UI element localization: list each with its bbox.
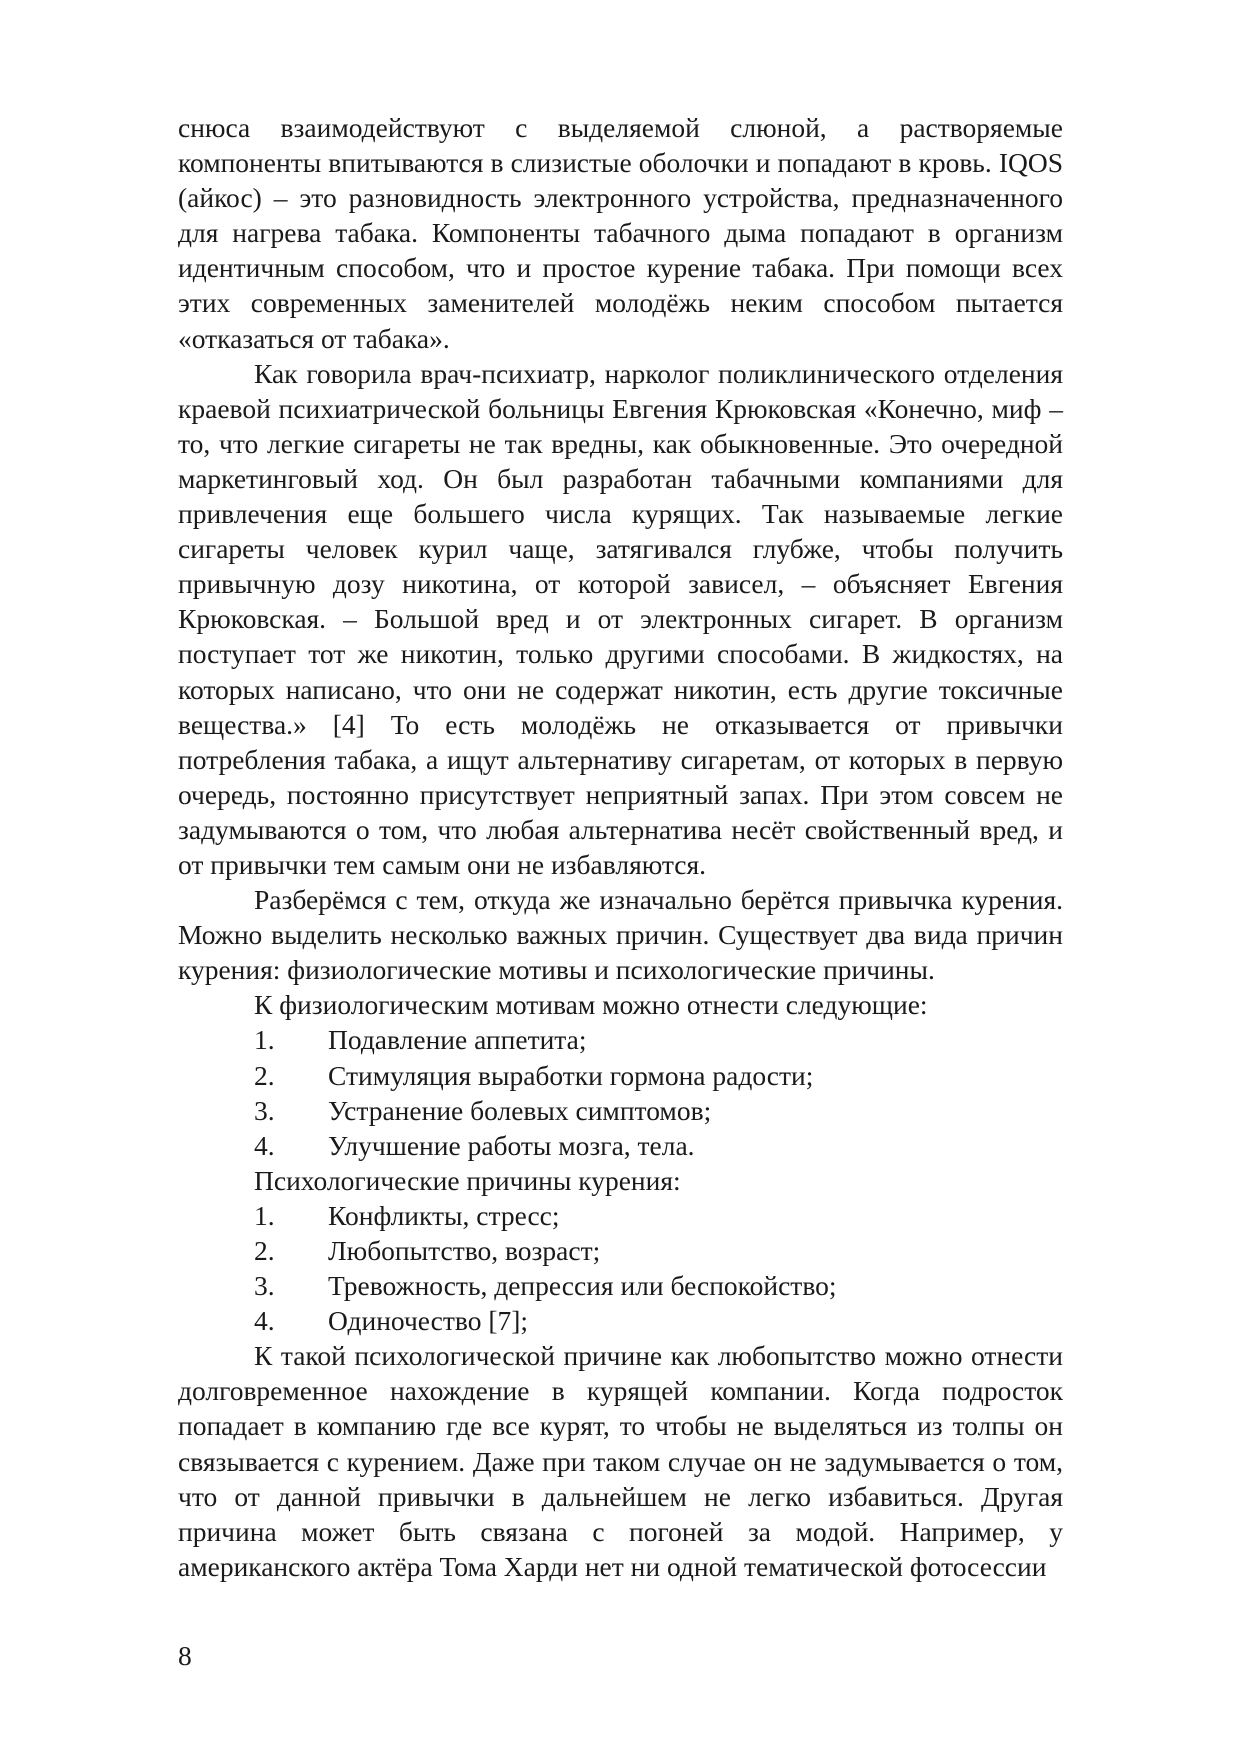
physiological-list [178, 1022, 1063, 1162]
paragraph-psychiatrist-quote: Как говорила врач-психиатр, нарколог поликлинического отделения краевой психиатрической больницы Евгения Крюковская «Конечно, миф – то, что легкие сигареты не так вредны, как обыкновенные. Это очередной маркетинговый ход. Он был разработан табачными компаниями для привлечения еще большего числа курящих. Так называемые легкие сигареты человек курил чаще, затягивался глубже, чтобы получить привычную дозу никотина, от которой зависел, – объясняет Евгения Крюковская. – Большой вред и от электронных сигарет. В организм поступает тот же никотин, только другими способами. В жидкостях, на которых написано, что они не содержат никотин, есть другие токсичные вещества.» [4] То есть молодёжь не отказывается от привычки потребления табака, а ищут альтернативу сигаретам, от которых в первую очередь, постоянно присутствует неприятный запах. При этом совсем не задумываются о том, что любая альтернатива несёт свойственный вред, и от привычки тем самым они не избавляются. [178, 357, 1063, 880]
list-item-text: Тревожность, депрессия или беспокойство; [328, 1270, 837, 1302]
list-item-number: 3. [254, 1270, 275, 1302]
psychological-list [178, 1198, 1063, 1338]
list-item [178, 1198, 1063, 1233]
list-item-text: Подавление аппетита; [328, 1024, 587, 1056]
page-body [178, 110, 1063, 1584]
physiological-list-lead: К физиологическим мотивам можно отнести следующие: [254, 989, 928, 1021]
list-item [178, 1128, 1063, 1163]
list-item-number: 4. [254, 1305, 275, 1337]
list-item [178, 1303, 1063, 1338]
list-item [178, 1233, 1063, 1268]
list-item-number: 1. [254, 1199, 275, 1231]
list-item [178, 1022, 1063, 1057]
paragraph-snus-iqos: снюса взаимодействуют с выделяемой слюной, а растворяемые компоненты впитываются в слизистые оболочки и попадают в кровь. IQOS (айкос) – это разновидность электронного устройства, предназначенного для нагрева табака. Компоненты табачного дыма попадают в организм идентичным способом, что и простое курение табака. При помощи всех этих современных заменителей молодёжь неким способом пытается «отказаться от табака». [178, 112, 1063, 354]
list-item [178, 1058, 1063, 1093]
paragraph-causes-intro: Разберёмся с тем, откуда же изначально берётся привычка курения. Можно выделить несколько важных причин. Существует два вида причин курения: физиологические мотивы и психологические причины. [178, 884, 1063, 986]
list-item-text: Одиночество [7]; [328, 1305, 529, 1337]
list-item-number: 2. [254, 1235, 275, 1266]
list-item-number: 3. [254, 1094, 275, 1126]
list-item [178, 1268, 1063, 1303]
list-item-number: 4. [254, 1129, 275, 1161]
list-item-text: Любопытство, возраст; [328, 1235, 601, 1266]
list-item-text: Устранение болевых симптомов; [328, 1094, 712, 1126]
psychological-list-lead: Психологические причины курения: [254, 1164, 681, 1196]
list-item-number: 2. [254, 1059, 275, 1091]
paragraph-curiosity-fashion: К такой психологической причине как любопытство можно отнести долговременное нахождение в курящей компании. Когда подросток попадает в компанию где все курят, то чтобы не выделяться из толпы он связывается с курением. Даже при таком случае он не задумывается о том, что от данной привычки в дальнейшем не легко избавиться. Другая причина может быть связана с погоней за модой. Например, у американского актёра Тома Харди нет ни одной тематической фотосессии [178, 1340, 1063, 1582]
list-item-text: Стимуляция выработки гормона радости; [328, 1059, 814, 1091]
page-number: 8 [178, 1640, 192, 1671]
list-item-number: 1. [254, 1024, 275, 1056]
list-item-text: Конфликты, стресс; [328, 1199, 560, 1231]
list-item [178, 1093, 1063, 1128]
list-item-text: Улучшение работы мозга, тела. [328, 1129, 695, 1161]
